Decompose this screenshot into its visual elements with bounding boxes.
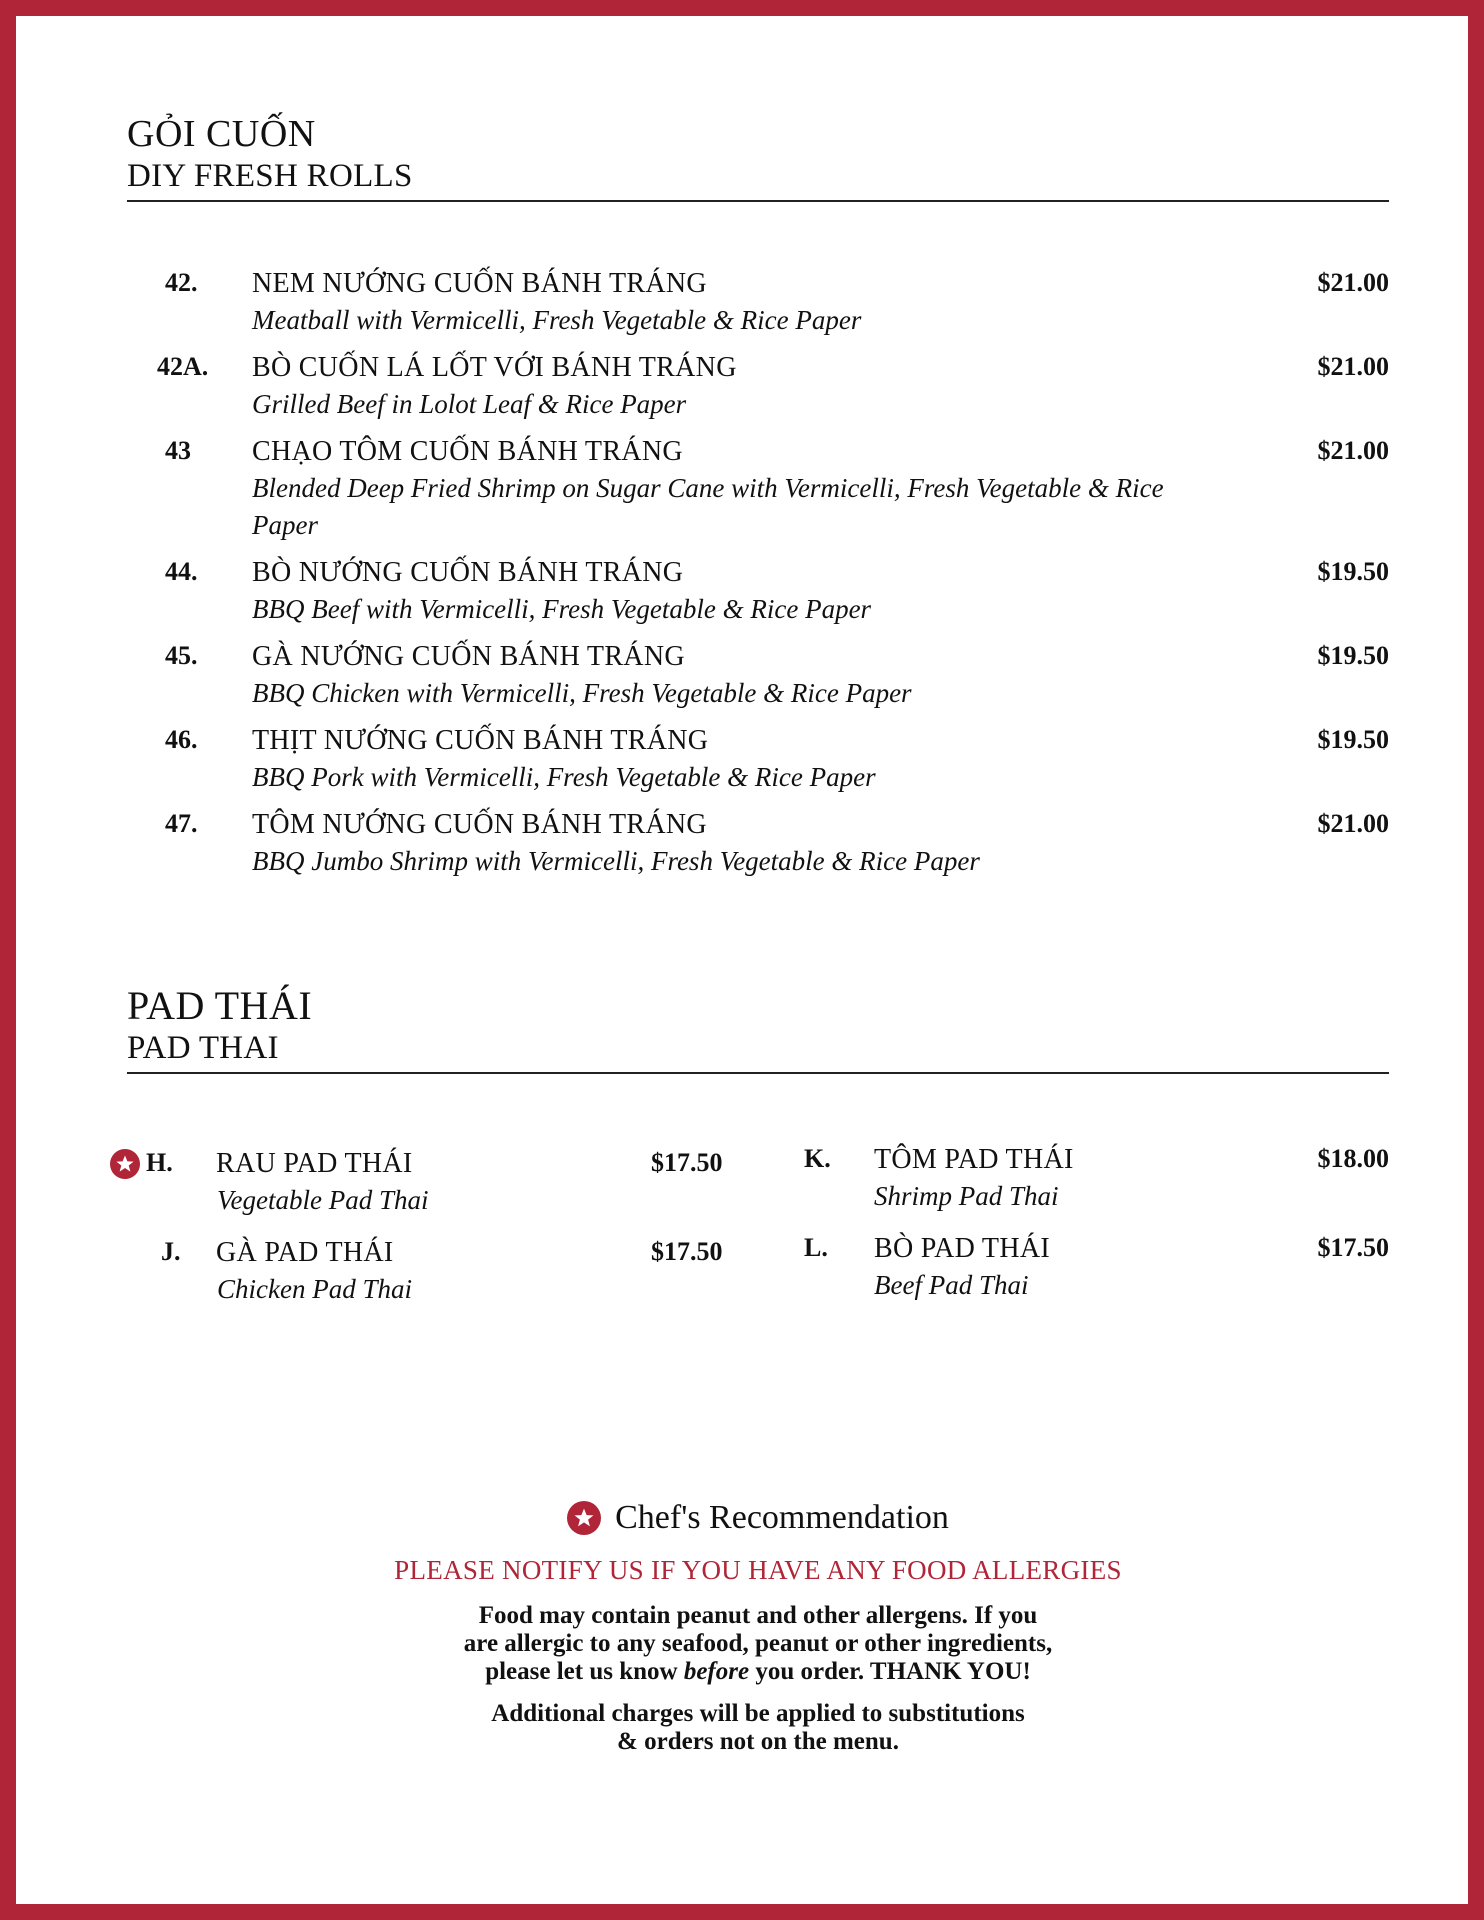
pad-thai-title-en: PAD THAI	[127, 1030, 279, 1066]
pad-thai-title-vn: PAD THÁI	[127, 983, 313, 1028]
item-letter: K.	[804, 1144, 831, 1173]
item-description: Grilled Beef in Lolot Leaf & Rice Paper	[252, 389, 687, 419]
item-name: GÀ PAD THÁI	[216, 1237, 394, 1268]
item-description: Vegetable Pad Thai	[217, 1185, 429, 1215]
allergy-line-pre: please let us know	[485, 1658, 684, 1685]
item-price: $21.00	[1317, 352, 1389, 381]
item-name: TÔM NƯỚNG CUỐN BÁNH TRÁNG	[252, 809, 707, 840]
item-description: BBQ Jumbo Shrimp with Vermicelli, Fresh Vegetable & Rice Paper	[252, 846, 980, 876]
charges-line: Additional charges will be applied to substitutions	[491, 1700, 1025, 1727]
item-description: Chicken Pad Thai	[217, 1274, 412, 1304]
item-name: BÒ PAD THÁI	[874, 1233, 1051, 1264]
menu-item-47	[127, 807, 1389, 880]
item-description: BBQ Pork with Vermicelli, Fresh Vegetable & Rice Paper	[252, 762, 876, 792]
menu-item-k	[804, 1142, 1389, 1222]
item-price: $21.00	[1317, 809, 1389, 838]
item-number: 47.	[165, 809, 198, 838]
item-price: $17.50	[1317, 1233, 1389, 1262]
item-number: 45.	[165, 641, 198, 670]
item-description: BBQ Beef with Vermicelli, Fresh Vegetable & Rice Paper	[252, 594, 872, 624]
item-name: BÒ CUỐN LÁ LỐT VỚI BÁNH TRÁNG	[252, 352, 737, 383]
item-number: 44.	[165, 557, 198, 586]
item-price: $17.50	[651, 1148, 723, 1177]
item-name: TÔM PAD THÁI	[874, 1144, 1074, 1175]
fresh-rolls-title-en: DIY FRESH ROLLS	[127, 158, 413, 194]
pad-thai-header	[127, 984, 1389, 1074]
fresh-rolls-list	[127, 266, 1389, 891]
item-name: CHẠO TÔM CUỐN BÁNH TRÁNG	[252, 436, 683, 467]
item-letter: H.	[146, 1148, 173, 1177]
item-number: 46.	[165, 725, 198, 754]
fresh-rolls-title-vn: GỎI CUỐN	[127, 113, 316, 155]
item-letter: J.	[161, 1237, 181, 1266]
allergy-notice-body	[32, 1602, 1484, 1686]
menu-item-j	[116, 1235, 756, 1315]
menu-footer	[32, 1496, 1484, 1756]
item-price: $18.00	[1317, 1144, 1389, 1173]
item-price: $19.50	[1317, 725, 1389, 754]
item-price: $19.50	[1317, 641, 1389, 670]
menu-item-h	[116, 1146, 756, 1226]
item-number: 42A.	[157, 352, 209, 381]
star-icon	[567, 1501, 601, 1535]
item-letter: L.	[804, 1233, 828, 1262]
item-description: Blended Deep Fried Shrimp on Sugar Cane with Vermicelli, Fresh Vegetable & Rice Paper	[252, 473, 1164, 540]
allergy-line: Food may contain peanut and other allergens. If you	[478, 1602, 1038, 1629]
allergy-line-post: you order. THANK YOU!	[749, 1658, 1031, 1685]
pad-thai-list	[116, 1146, 1389, 1346]
item-name: NEM NƯỚNG CUỐN BÁNH TRÁNG	[252, 268, 707, 299]
menu-item-l	[804, 1231, 1389, 1311]
chef-recommendation-legend	[32, 1496, 1484, 1540]
allergy-notice-title: PLEASE NOTIFY US IF YOU HAVE ANY FOOD ALLERGIES	[394, 1555, 1122, 1585]
item-name: THỊT NƯỚNG CUỐN BÁNH TRÁNG	[252, 725, 709, 756]
substitution-charges-note	[32, 1700, 1484, 1756]
item-number: 43	[165, 436, 191, 465]
item-description: Shrimp Pad Thai	[874, 1181, 1059, 1211]
menu-item-46	[127, 723, 1389, 796]
item-description: BBQ Chicken with Vermicelli, Fresh Vegetable & Rice Paper	[252, 678, 912, 708]
item-price: $17.50	[651, 1237, 723, 1266]
item-description: Beef Pad Thai	[874, 1270, 1029, 1300]
charges-line: & orders not on the menu.	[617, 1728, 899, 1755]
menu-item-45	[127, 639, 1389, 712]
allergy-line-emphasis: before	[683, 1658, 750, 1685]
star-icon	[110, 1149, 140, 1179]
chef-recommendation-label: Chef's Recommendation	[615, 1499, 949, 1536]
fresh-rolls-header	[127, 112, 1389, 202]
item-name: BÒ NƯỚNG CUỐN BÁNH TRÁNG	[252, 557, 684, 588]
allergy-line: are allergic to any seafood, peanut or other ingredients,	[463, 1630, 1053, 1657]
allergy-line	[32, 1658, 1484, 1686]
item-description: Meatball with Vermicelli, Fresh Vegetable & Rice Paper	[252, 305, 862, 335]
item-name: GÀ NƯỚNG CUỐN BÁNH TRÁNG	[252, 641, 685, 672]
menu-item-44	[127, 555, 1389, 628]
menu-item-43	[127, 434, 1389, 544]
item-price: $21.00	[1317, 268, 1389, 297]
item-price: $19.50	[1317, 557, 1389, 586]
menu-item-42	[127, 266, 1389, 339]
item-price: $21.00	[1317, 436, 1389, 465]
item-number: 42.	[165, 268, 198, 297]
menu-item-42a	[127, 350, 1389, 423]
item-name: RAU PAD THÁI	[216, 1148, 413, 1179]
